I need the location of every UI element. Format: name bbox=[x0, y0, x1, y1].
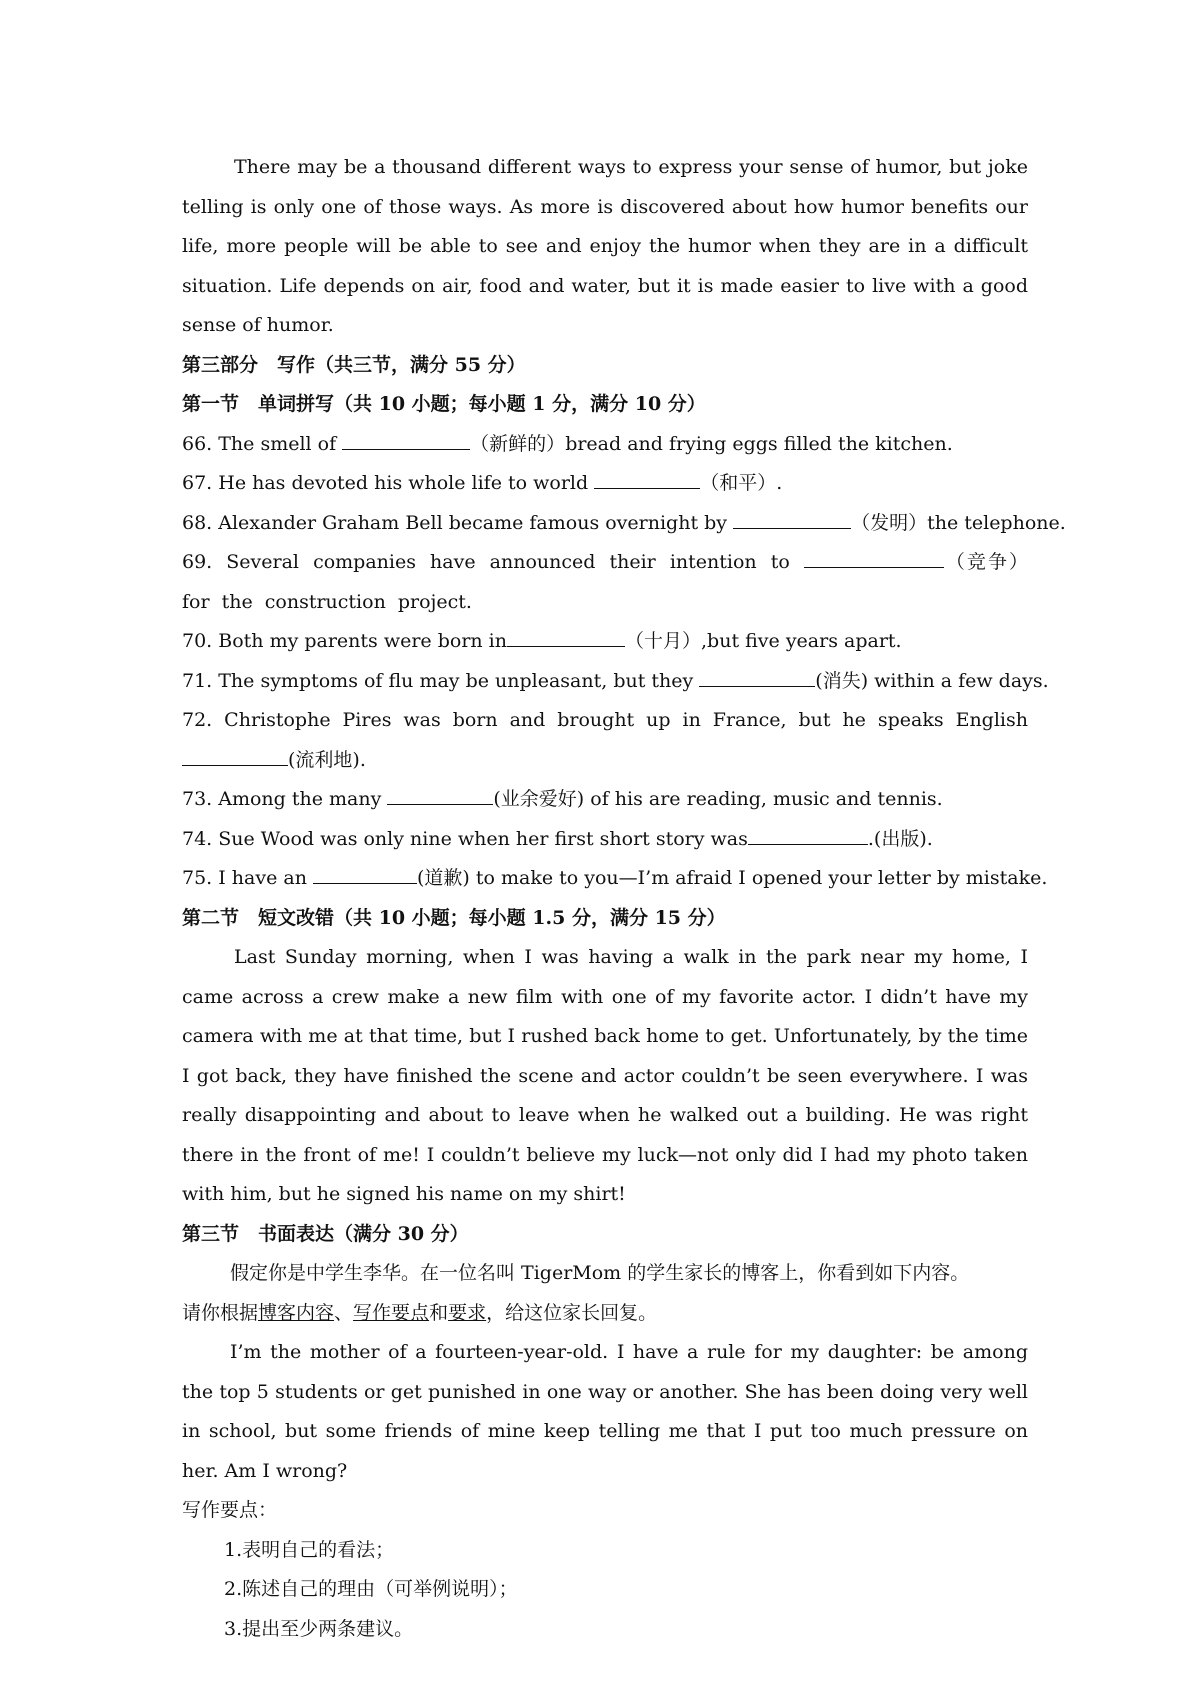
part3-heading: 第三部分 写作（共三节，满分 55 分） bbox=[182, 353, 526, 376]
blog-text: I’m the mother of a fourteen-year-old. I have a rule for my daughter: be among the top 5 students or get punished in one way or another. She has been doing very well in school, but some friends of mine keep telling me that I put too much pressure on her. Am I wrong? bbox=[182, 1341, 1028, 1482]
section3-heading: 第三节 书面表达（满分 30 分） bbox=[182, 1222, 469, 1245]
answer-blank-71[interactable] bbox=[699, 666, 815, 687]
answer-blank-68[interactable] bbox=[733, 508, 851, 529]
question-74: 74. Sue Wood was only nine when her first short story was .(出版). bbox=[182, 820, 1028, 860]
writing-points-label: 写作要点： bbox=[182, 1499, 278, 1521]
blog-content-term: 博客内容 bbox=[258, 1301, 335, 1324]
section1-heading: 第一节 单词拼写（共 10 小题；每小题 1 分，满分 10 分） bbox=[182, 393, 706, 415]
question-68: 68. Alexander Graham Bell became famous overnight by （发明）the telephone. bbox=[182, 504, 1028, 544]
question-70: 70. Both my parents were born in （十月）,but five years apart. bbox=[182, 622, 1028, 662]
writing-point-3: 3.提出至少两条建议。 bbox=[224, 1617, 414, 1640]
intro-paragraph: There may be a thousand different ways to express your sense of humor, but joke telling is only one of those ways. As more is discovered about how humor benefits our life, more people will be able to see and enjoy the humor when they are in a difficult situation. Life depends on air, food and water, but it is made easier to live with a good sense of humor. bbox=[182, 156, 1028, 336]
question-71: 71. The symptoms of flu may be unpleasant, but they (消失) within a few days. bbox=[182, 662, 1028, 702]
question-72: 72. Christophe Pires was born and brought up in France, but he speaks English (流利地). bbox=[182, 709, 1028, 771]
answer-blank-74[interactable] bbox=[748, 824, 868, 845]
section2-heading: 第二节 短文改错（共 10 小题；每小题 1.5 分，满分 15 分） bbox=[182, 906, 726, 929]
writing-point-1: 1.表明自己的看法； bbox=[224, 1538, 395, 1561]
writing-point-2: 2.陈述自己的理由（可举例说明）； bbox=[224, 1578, 518, 1600]
writing-points-term: 写作要点 bbox=[353, 1301, 430, 1324]
question-69: 69. Several companies have announced their intention to （竞争）for the construction project. bbox=[182, 543, 1028, 622]
writing-task-intro: 假定你是中学生李华。在一位名叫 TigerMom 的学生家长的博客上，你看到如下内容。 bbox=[230, 1262, 970, 1284]
answer-blank-70[interactable] bbox=[507, 626, 625, 647]
answer-blank-72[interactable] bbox=[182, 745, 288, 766]
question-75: 75. I have an (道歉) to make to you—I’m afraid I opened your letter by mistake. bbox=[182, 859, 1028, 899]
question-67: 67. He has devoted his whole life to world （和平）. bbox=[182, 464, 1028, 504]
answer-blank-67[interactable] bbox=[594, 468, 700, 489]
question-66: 66. The smell of （新鲜的）bread and frying eggs filled the kitchen. bbox=[182, 425, 1028, 465]
answer-blank-66[interactable] bbox=[342, 429, 470, 450]
answer-blank-75[interactable] bbox=[313, 863, 417, 884]
error-correction-passage: Last Sunday morning, when I was having a walk in the park near my home, I came across a crew make a new film with one of my favorite actor. I didn’t have my camera with me at that time, but I rushed back home to get. Unfortunately, by the time I got back, they have finished the scene and actor couldn’t be seen everywhere. I was really disappointing and about to leave when he walked out a building. He was right there in the front of me! I couldn’t believe my luck—not only did I had my photo taken with him, but he signed his name on my shirt! bbox=[182, 946, 1028, 1205]
answer-blank-69[interactable] bbox=[804, 547, 944, 568]
question-73: 73. Among the many (业余爱好) of his are reading, music and tennis. bbox=[182, 780, 1028, 820]
answer-blank-73[interactable] bbox=[387, 784, 493, 805]
writing-task-instruction: 请你根据博客内容、写作要点和要求，给这位家长回复。 bbox=[182, 1301, 658, 1324]
requirements-term: 要求 bbox=[448, 1301, 487, 1324]
exam-page bbox=[182, 148, 1066, 1649]
